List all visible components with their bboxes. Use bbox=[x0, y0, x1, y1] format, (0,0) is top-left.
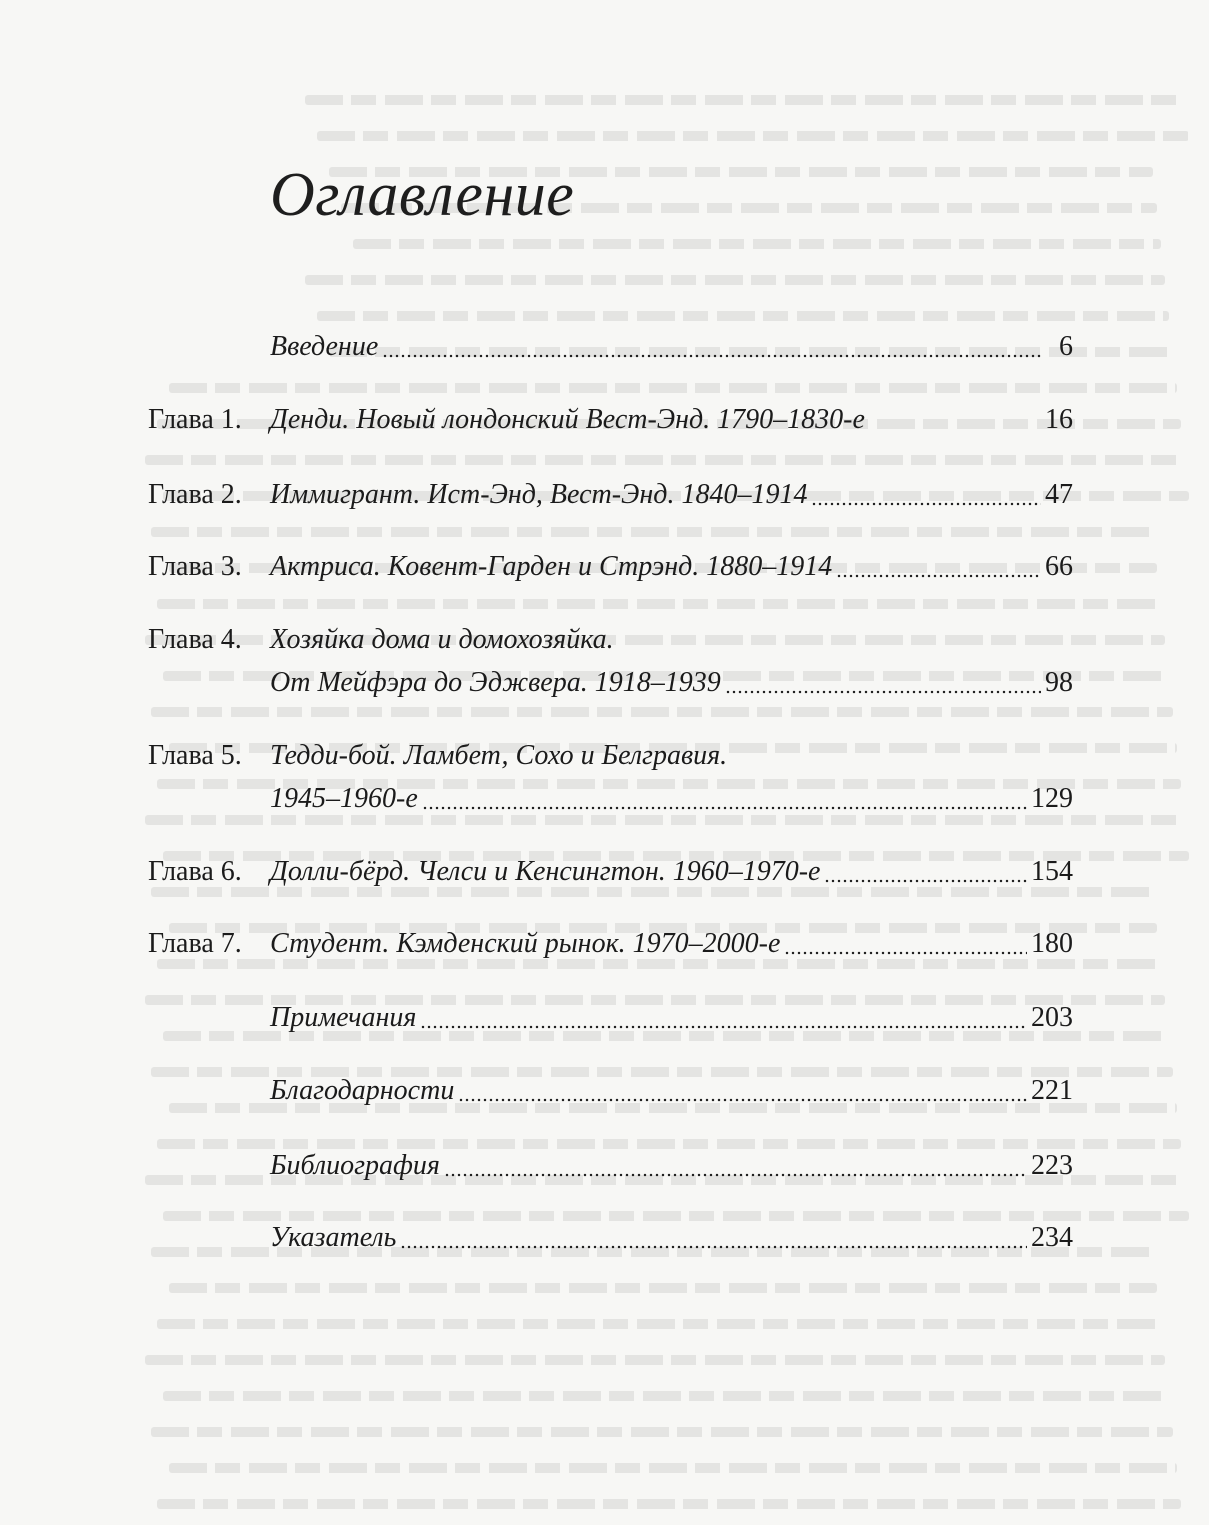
toc-entry-body bbox=[270, 998, 1073, 1038]
entry-title: Студент. Кэмденский рынок. 1970–2000-е bbox=[270, 928, 781, 959]
dot-leader bbox=[824, 861, 1027, 883]
toc-entry-body bbox=[270, 400, 1073, 440]
entry-title: Денди. Новый лондонский Вест-Энд. 1790–1830-е bbox=[270, 404, 865, 435]
chapter-label: Глава 5. bbox=[148, 740, 242, 771]
toc-entry-body bbox=[270, 1218, 1073, 1258]
entry-title: Примечания bbox=[270, 1002, 417, 1033]
bleed-line bbox=[157, 1499, 1181, 1509]
page-title: Оглавление bbox=[270, 161, 575, 229]
page-number: 154 bbox=[1031, 856, 1073, 887]
bleed-line bbox=[169, 1283, 1157, 1293]
bleed-line bbox=[317, 311, 1169, 321]
chapter-label: Глава 3. bbox=[148, 551, 242, 582]
dot-leader bbox=[836, 556, 1041, 578]
page-number: 203 bbox=[1031, 1002, 1073, 1033]
dot-leader bbox=[400, 1227, 1027, 1249]
page-number: 47 bbox=[1045, 479, 1073, 510]
chapter-label: Глава 6. bbox=[148, 856, 242, 887]
chapter-label: Глава 7. bbox=[148, 928, 242, 959]
toc-entry bbox=[0, 998, 1209, 1038]
toc-entry-body bbox=[270, 327, 1073, 367]
page-number: 223 bbox=[1031, 1150, 1073, 1181]
bleed-line bbox=[157, 599, 1161, 609]
page-number: 6 bbox=[1059, 331, 1073, 362]
bleed-line bbox=[169, 383, 1177, 393]
bleed-line bbox=[305, 95, 1185, 105]
toc-entry-body bbox=[270, 1071, 1073, 1111]
entry-title: Долли-бёрд. Челси и Кенсингтон. 1960–1970-е bbox=[270, 856, 821, 887]
page-number: 234 bbox=[1031, 1222, 1073, 1253]
toc-entry bbox=[0, 327, 1209, 367]
toc-entry-body bbox=[270, 1146, 1073, 1186]
dot-leader bbox=[382, 336, 1041, 358]
bleed-line bbox=[151, 707, 1173, 717]
bleed-line bbox=[163, 1391, 1169, 1401]
chapter-label: Глава 1. bbox=[148, 404, 242, 435]
entry-title: 1945–1960-е bbox=[270, 783, 418, 814]
entry-title: Хозяйка дома и домохозяйка. bbox=[270, 624, 614, 655]
toc-entry bbox=[0, 620, 1209, 660]
entry-title: Библиография bbox=[270, 1150, 440, 1181]
bleed-line bbox=[151, 527, 1153, 537]
toc-entry-body bbox=[270, 736, 1073, 776]
dot-leader bbox=[444, 1155, 1027, 1177]
toc-entry-body bbox=[270, 779, 1073, 819]
chapter-label: Глава 2. bbox=[148, 479, 242, 510]
toc-entry-body bbox=[270, 852, 1073, 892]
page-number: 221 bbox=[1031, 1075, 1073, 1106]
page-number: 98 bbox=[1045, 667, 1073, 698]
toc-entry bbox=[0, 547, 1209, 587]
dot-leader bbox=[618, 629, 1041, 651]
entry-title: Указатель bbox=[270, 1222, 397, 1253]
dot-leader bbox=[784, 933, 1027, 955]
toc-entry-body bbox=[270, 663, 1073, 703]
entry-title: Введение bbox=[270, 331, 379, 362]
toc-entry bbox=[0, 779, 1209, 819]
bleed-line bbox=[145, 1355, 1165, 1365]
toc-entry bbox=[0, 475, 1209, 515]
page-number: 180 bbox=[1031, 928, 1073, 959]
bleed-line bbox=[151, 1427, 1173, 1437]
bleed-line bbox=[169, 1463, 1177, 1473]
toc-entry bbox=[0, 736, 1209, 776]
dot-leader bbox=[725, 672, 1041, 694]
toc-entry bbox=[0, 400, 1209, 440]
toc-entry-body bbox=[270, 547, 1073, 587]
bleed-line bbox=[317, 131, 1189, 141]
dot-leader bbox=[811, 484, 1041, 506]
dot-leader bbox=[420, 1007, 1027, 1029]
bleed-line bbox=[305, 275, 1165, 285]
entry-title: От Мейфэра до Эджвера. 1918–1939 bbox=[270, 667, 721, 698]
entry-title: Иммигрант. Ист-Энд, Вест-Энд. 1840–1914 bbox=[270, 479, 808, 510]
toc-entry bbox=[0, 1146, 1209, 1186]
chapter-label: Глава 4. bbox=[148, 624, 242, 655]
toc-entry-body bbox=[270, 620, 1073, 660]
toc-entry-body bbox=[270, 475, 1073, 515]
dot-leader bbox=[422, 788, 1027, 810]
bleed-line bbox=[145, 455, 1185, 465]
entry-title: Тедди-бой. Ламбет, Сохо и Белгравия. bbox=[270, 740, 728, 771]
bleed-line bbox=[353, 239, 1161, 249]
toc-entry bbox=[0, 924, 1209, 964]
page-number: 16 bbox=[1045, 404, 1073, 435]
toc-entry bbox=[0, 852, 1209, 892]
bleed-line bbox=[157, 1319, 1161, 1329]
dot-leader bbox=[869, 409, 1041, 431]
toc-entry bbox=[0, 1071, 1209, 1111]
toc-entry bbox=[0, 1218, 1209, 1258]
entry-title: Актриса. Ковент-Гарден и Стрэнд. 1880–1914 bbox=[270, 551, 833, 582]
toc-entry bbox=[0, 663, 1209, 703]
toc-entry-body bbox=[270, 924, 1073, 964]
entry-title: Благодарности bbox=[270, 1075, 455, 1106]
page-number: 66 bbox=[1045, 551, 1073, 582]
dot-leader bbox=[458, 1080, 1027, 1102]
page-number: 129 bbox=[1031, 783, 1073, 814]
dot-leader bbox=[731, 745, 1041, 767]
